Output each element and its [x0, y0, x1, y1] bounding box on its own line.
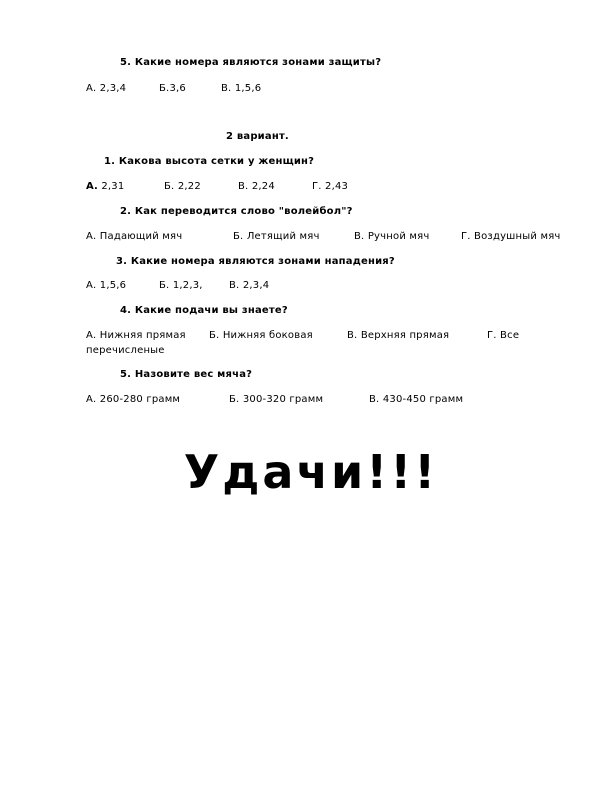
option-serves-c: В. Верхняя прямая — [347, 330, 450, 341]
option-translation-d: Г. Воздушный мяч — [461, 231, 561, 242]
option-net-height-c: В. 2,24 — [238, 181, 275, 192]
option-letter: А. — [86, 181, 98, 192]
option-net-height-d: Г. 2,43 — [312, 181, 349, 192]
option-defense-c: В. 1,5,6 — [221, 83, 262, 94]
option-serves-b: Б. Нижняя боковая — [209, 330, 313, 341]
option-weight-c: В. 430-450 грамм — [369, 394, 464, 405]
question-net-height: 1. Какова высота сетки у женщин? — [104, 156, 315, 167]
question-attack-zones: 3. Какие номера являются зонами нападения? — [116, 256, 395, 267]
question-ball-weight: 5. Назовите вес мяча? — [120, 369, 253, 380]
option-value: 2,31 — [97, 181, 125, 192]
variant-title: 2 вариант. — [226, 131, 289, 142]
option-translation-c: В. Ручной мяч — [354, 231, 430, 242]
option-serves-d: Г. Все — [487, 330, 520, 341]
option-net-height-b: Б. 2,22 — [164, 181, 201, 192]
option-serves-a: А. Нижняя прямая — [86, 330, 186, 341]
option-translation-a: А. Падающий мяч — [86, 231, 183, 242]
question-serves: 4. Какие подачи вы знаете? — [120, 305, 288, 316]
option-weight-b: Б. 300-320 грамм — [229, 394, 324, 405]
option-translation-b: Б. Летящий мяч — [233, 231, 320, 242]
question-translation: 2. Как переводится слово "волейбол"? — [120, 206, 353, 217]
option-weight-a: А. 260-280 грамм — [86, 394, 181, 405]
option-attack-c: В. 2,3,4 — [229, 280, 270, 291]
farewell-heading: Удачи!!! — [183, 445, 439, 499]
option-serves-d-continuation: перечисленые — [86, 345, 165, 356]
option-attack-a: А. 1,5,6 — [86, 280, 127, 291]
option-defense-a: А. 2,3,4 — [86, 83, 127, 94]
question-defense-zones: 5. Какие номера являются зонами защиты? — [120, 57, 382, 68]
option-defense-b: Б.3,6 — [159, 83, 186, 94]
option-net-height-a — [86, 181, 124, 193]
option-attack-b: Б. 1,2,3, — [159, 280, 203, 291]
